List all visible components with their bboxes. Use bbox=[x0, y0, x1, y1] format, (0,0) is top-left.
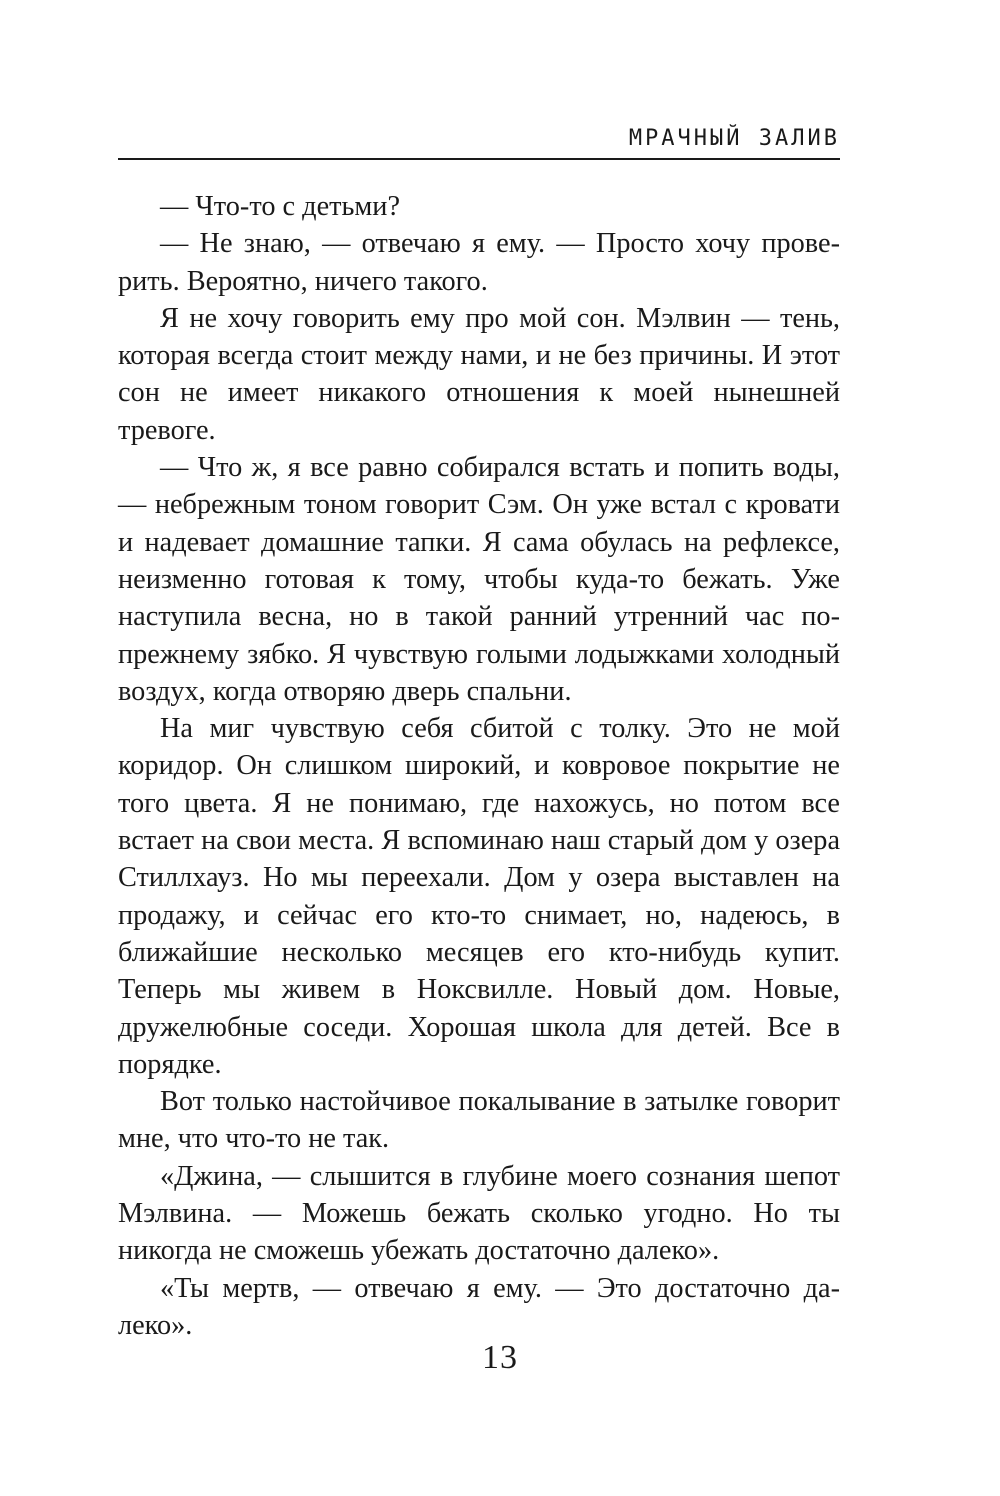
paragraph: «Джина, — слышится в глубине моего сознания шепот Мэлвина. — Можешь бежать сколько угодно. Но ты никогда не сможешь убежать достаточно далеко». bbox=[118, 1160, 840, 1267]
page-number: 13 bbox=[482, 1339, 518, 1376]
paragraph: — Что-то с детьми? bbox=[160, 191, 401, 222]
paragraph: — Не знаю, — отвечаю я ему. — Просто хочу проверить. Вероятно, ничего такого. bbox=[118, 228, 840, 297]
paragraph: Вот только настойчивое покалывание в затылке говорит мне, что что-то не так. bbox=[118, 1086, 840, 1155]
running-head: МРАЧНЫЙ ЗАЛИВ bbox=[118, 124, 840, 160]
paragraph: — Что ж, я все равно собирался встать и попить воды, — небрежным тоном говорит Сэм. Он уже встал с кровати и надевает домашние тапки. Я сама обулась на рефлексе, неизменно готовая к тому, чтобы куда-то бежать. Уже наступила весна, но в такой ранний утренний час по-прежнему зябко. Я чувствую голыми лодыжками холодный воздух, когда отворяю дверь спальни. bbox=[118, 452, 840, 707]
paragraph: На миг чувствую себя сбитой с толку. Это не мой коридор. Он слишком широкий, и ковровое покрытие не того цвета. Я не понимаю, где нахожусь, но потом все встает на свои места. Я вспоминаю наш старый дом у озера Стиллхауз. Но мы переехали. Дом у озера выставлен на продажу, и сейчас его кто-то снимает, но, надеюсь, в ближайшие несколько месяцев его кто-нибудь купит. Теперь мы живем в Ноксвилле. Новый дом. Новые, дружелюбные соседи. Хорошая школа для детей. Все в порядке. bbox=[118, 713, 840, 1080]
paragraph: «Ты мертв, — отвечаю я ему. — Это достаточно далеко». bbox=[118, 1272, 840, 1341]
body-text bbox=[118, 188, 840, 1344]
paragraph: Я не хочу говорить ему про мой сон. Мэлвин — тень, которая всегда стоит между нами, и не без причины. И этот сон не имеет никакого отношения к моей нынешней тревоге. bbox=[118, 302, 840, 446]
